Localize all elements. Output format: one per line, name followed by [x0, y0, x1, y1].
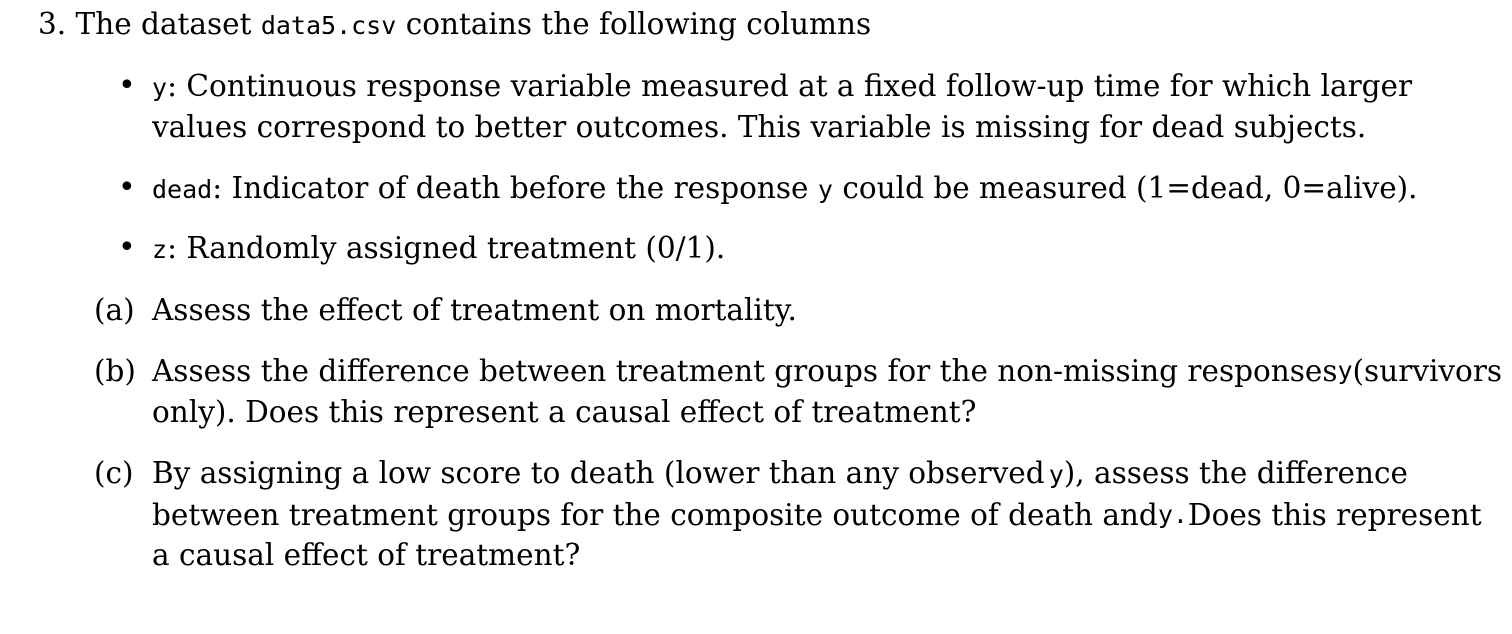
part-c-line2-code: y. [1157, 500, 1188, 529]
column-y-line2: values correspond to better outcomes. This variable is missing for dead subjects. [152, 110, 1367, 144]
part-b-line1-code: y [1337, 356, 1353, 385]
part-c-line2-before: between treatment groups for the composite outcome of death and [152, 498, 1158, 532]
intro-before: The dataset [75, 7, 252, 41]
part-c-label: (c) [94, 456, 134, 490]
part-c-line1-code: y [1048, 460, 1064, 489]
part-c-line2-after: Does this represent [1187, 498, 1482, 532]
part-b-line2: only). Does this represent a causal effect of treatment? [152, 395, 977, 429]
part-a-text: Assess the effect of treatment on mortality. [152, 293, 797, 327]
dataset-filename: data5.csv [260, 11, 397, 40]
part-c-line2 [152, 497, 1482, 533]
column-y-desc-first [152, 68, 1412, 106]
bullet-icon: • [118, 68, 136, 103]
column-name-y: y [152, 73, 168, 102]
column-y-line1 [152, 68, 1413, 106]
column-dead-before: : Indicator of death before the response [212, 171, 809, 205]
part-b-line1 [152, 353, 1503, 389]
column-name-z: z [152, 235, 168, 264]
column-name-dead: dead [152, 175, 213, 204]
part-c-line3: a causal effect of treatment? [152, 538, 581, 572]
column-dead-line [152, 170, 1418, 208]
column-dead-code: y [817, 175, 833, 204]
question-intro [38, 6, 871, 44]
part-c-line1-before: By assigning a low score to death (lower than any observed [152, 456, 1045, 490]
column-y-desc: : Continuous response variable measured at a fixed follow-up time for which larger [167, 69, 1413, 103]
part-b-line1-after: (survivors [1352, 354, 1503, 388]
bullet-icon: • [118, 230, 136, 265]
column-dead-after: could be measured (1=dead, 0=alive). [842, 171, 1418, 205]
part-a-label: (a) [94, 293, 135, 327]
column-z-line [152, 230, 725, 268]
question-number: 3. [38, 7, 67, 41]
part-c-line1 [152, 455, 1408, 493]
part-b-label: (b) [94, 354, 136, 388]
part-b-line1-before: Assess the difference between treatment groups for the non-missing responses [152, 354, 1338, 388]
intro-after: contains the following columns [405, 7, 872, 41]
bullet-icon: • [118, 170, 136, 205]
part-c-line1-after: ), assess the difference [1063, 456, 1408, 490]
part-c-line1-tail [1049, 455, 1408, 493]
column-z-desc: : Randomly assigned treatment (0/1). [167, 231, 726, 265]
